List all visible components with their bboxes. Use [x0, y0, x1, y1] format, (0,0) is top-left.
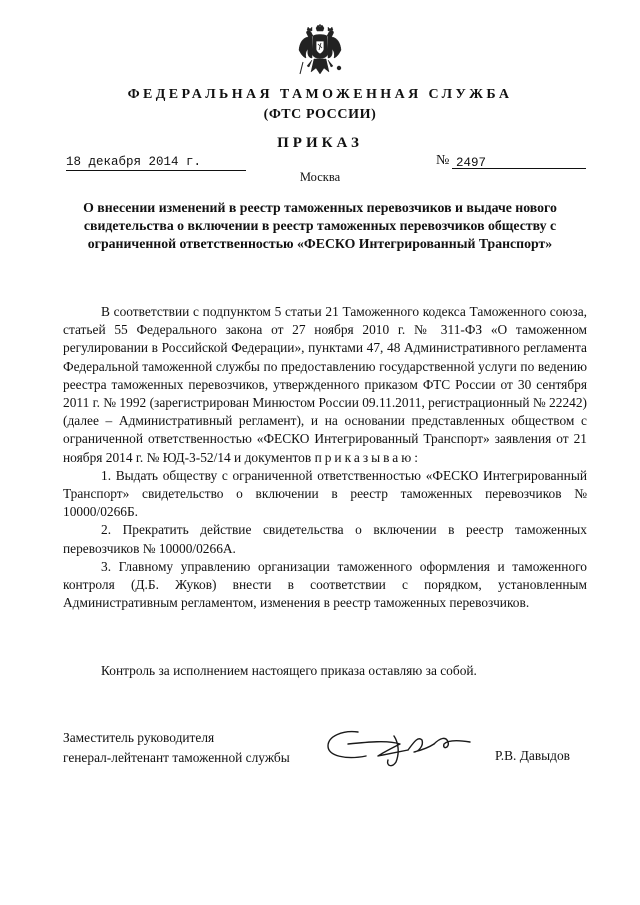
agency-short-name: (ФТС РОССИИ) [263, 107, 377, 122]
document-title: О внесении изменений в реестр таможенных перевозчиков и выдаче нового свидетельства о включении в реестр таможенных перевозчиков обществу с ограниченной ответственностью «ФЕСКО Интегрированный Транспорт» [83, 200, 557, 251]
city: Москва [299, 170, 341, 184]
order-item-1: 1. Выдать обществу с ограниченной ответственностью «ФЕСКО Интегрированный Транспорт» свидетельство о включении в реестр таможенных перевозчиков № 10000/0266Б. [63, 467, 587, 520]
signatory-position [63, 728, 290, 768]
signatory-name: Р.В. Давыдов [495, 748, 570, 763]
signatory-position-line-2: генерал-лейтенант таможенной службы [63, 750, 290, 765]
order-date: 18 декабря 2014 г. [66, 155, 246, 171]
double-headed-eagle-icon [297, 24, 343, 82]
closing-paragraph: Контроль за исполнением настоящего приказа оставляю за собой. [101, 663, 477, 678]
order-number: 2497 [456, 156, 487, 170]
number-sign: № [436, 153, 450, 168]
agency-name: ФЕДЕРАЛЬНАЯ ТАМОЖЕННАЯ СЛУЖБА [127, 87, 513, 102]
preamble-paragraph [63, 303, 587, 467]
order-item-2: 2. Прекратить действие свидетельства о включении в реестр таможенных перевозчиков № 10000/0266А. [63, 522, 587, 556]
document-body [63, 303, 587, 612]
preamble-text: В соответствии с подпунктом 5 статьи 21 Таможенного кодекса Таможенного союза, статьей 55 Федерального закона от 27 ноября 2010 г. № 311-ФЗ «О таможенном регулировании в Российской Федерации», пунктами 47, 48 Административного регламента Федеральной таможенной службы по предоставлению государственной услуги по ведению реестра таможенных перевозчиков, утвержденного приказом ФТС России от 30 сентября 2011 г. № 1992 (зарегистрирован Минюстом России 09.11.2011, регистрационный № 22242) (далее – Административный регламент), и на основании представленных обществом с ограниченной ответственностью «ФЕСКО Интегрированный Транспорт» заявления от 21 ноября 2014 г. № ЮД-3-52/14 и документов [63, 304, 587, 465]
document-type: ПРИКАЗ [277, 135, 363, 151]
order-word: приказываю: [314, 449, 421, 465]
signatory-position-line-1: Заместитель руководителя [63, 730, 215, 745]
order-number-field [436, 152, 586, 170]
handwritten-signature-icon [318, 722, 488, 774]
order-item-3: 3. Главному управлению организации таможенного оформления и таможенного контроля (Д.Б. Жуков) внести в соответствии с порядком, установленным Административным регламентом, изменения в реестр таможенных перевозчиков. [63, 558, 587, 611]
